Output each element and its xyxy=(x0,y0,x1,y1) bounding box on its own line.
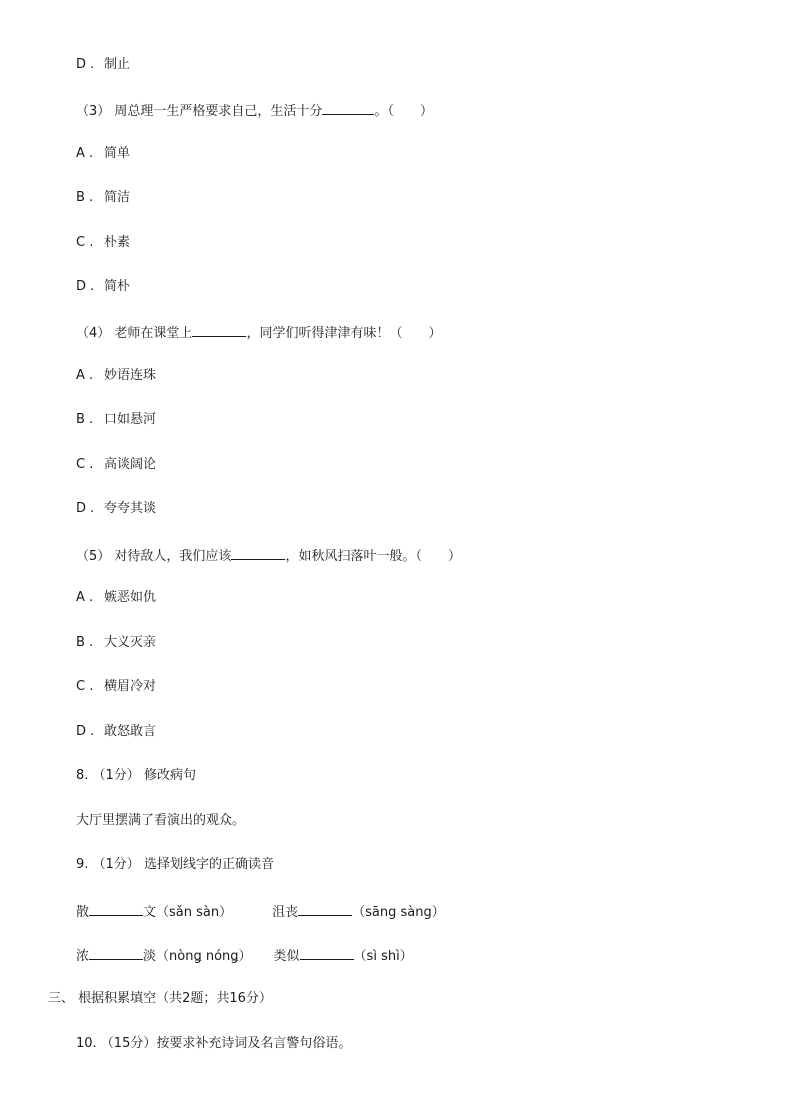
option-letter: C . xyxy=(76,679,94,694)
subquestion-text-post: ，同学们听得津津有味！（ ） xyxy=(246,326,442,341)
answer-blank[interactable] xyxy=(300,945,354,960)
option-text: 简洁 xyxy=(104,190,131,205)
answer-blank[interactable] xyxy=(231,545,285,560)
option-c xyxy=(76,234,130,252)
question-8-title: 8. （1分） 修改病句 xyxy=(76,768,196,783)
subquestion-text-post: 。（ ） xyxy=(374,104,433,119)
answer-blank[interactable] xyxy=(89,945,143,960)
option-b xyxy=(76,411,156,429)
subquestion-number: （5） xyxy=(76,549,111,564)
option-text: 口如悬河 xyxy=(104,412,157,427)
answer-blank[interactable] xyxy=(89,901,143,916)
answer-blank[interactable] xyxy=(192,322,246,337)
subquestion-3 xyxy=(76,100,433,121)
option-text: 制止 xyxy=(104,57,131,72)
option-letter: D . xyxy=(76,57,95,72)
option-text: 敢怒敢言 xyxy=(104,724,157,739)
pinyin-row-2 xyxy=(76,945,413,966)
pinyin-row-1 xyxy=(76,901,445,922)
option-a xyxy=(76,589,156,607)
question-9-title: 9. （1分） 选择划线字的正确读音 xyxy=(76,857,274,872)
option-c xyxy=(76,456,156,474)
option-text: 朴素 xyxy=(104,235,131,250)
subquestion-5 xyxy=(76,545,461,566)
pinyin-item-char: 浓 xyxy=(76,949,90,964)
subquestion-text-post: ，如秋风扫落叶一般。（ ） xyxy=(285,549,461,564)
subquestion-text-pre: 对待敌人，我们应该 xyxy=(114,549,232,564)
question-10-title: 10. （15分）按要求补充诗词及名言警句俗语。 xyxy=(76,1036,352,1051)
answer-blank[interactable] xyxy=(322,100,374,115)
option-text: 夸夸其谈 xyxy=(104,501,157,516)
option-letter: A . xyxy=(76,146,94,161)
section-3-title: 三、 根据积累填空（共2题；共16分） xyxy=(48,991,272,1006)
option-text: 高谈阔论 xyxy=(104,457,157,472)
pinyin-item-char: 沮丧 xyxy=(272,905,299,920)
option-b xyxy=(76,189,130,207)
option-d xyxy=(76,278,130,296)
option-a xyxy=(76,367,156,385)
option-d xyxy=(76,723,156,741)
option-d xyxy=(76,56,130,74)
option-c xyxy=(76,678,156,696)
option-b xyxy=(76,634,156,652)
option-letter: B . xyxy=(76,190,94,205)
option-a xyxy=(76,145,130,163)
option-text: 简单 xyxy=(104,146,131,161)
pinyin-item-options: （sāng sàng） xyxy=(352,905,445,920)
option-text: 大义灭亲 xyxy=(104,635,157,650)
option-letter: A . xyxy=(76,590,94,605)
option-letter: D . xyxy=(76,501,95,516)
option-d xyxy=(76,500,156,518)
option-letter: D . xyxy=(76,724,95,739)
answer-blank[interactable] xyxy=(298,901,352,916)
option-letter: B . xyxy=(76,412,94,427)
option-letter: B . xyxy=(76,635,94,650)
option-letter: C . xyxy=(76,457,94,472)
pinyin-item-options: 文（sǎn sàn） xyxy=(143,905,233,920)
subquestion-4 xyxy=(76,322,441,343)
option-letter: C . xyxy=(76,235,94,250)
subquestion-text-pre: 老师在课堂上 xyxy=(114,326,193,341)
pinyin-item-char: 类似 xyxy=(273,949,300,964)
question-8-sentence: 大厅里摆满了看演出的观众。 xyxy=(76,813,246,828)
option-text: 妙语连珠 xyxy=(104,368,157,383)
pinyin-item-char: 散 xyxy=(76,905,90,920)
option-text: 嫉恶如仇 xyxy=(104,590,157,605)
option-text: 简朴 xyxy=(104,279,131,294)
option-text: 横眉冷对 xyxy=(104,679,157,694)
option-letter: A . xyxy=(76,368,94,383)
subquestion-text-pre: 周总理一生严格要求自己，生活十分 xyxy=(114,104,323,119)
subquestion-number: （3） xyxy=(76,104,111,119)
pinyin-item-options: 淡（nònǥ nónǥ） xyxy=(143,949,252,964)
pinyin-item-options: （sì shì） xyxy=(353,949,413,964)
subquestion-number: （4） xyxy=(76,326,111,341)
option-letter: D . xyxy=(76,279,95,294)
